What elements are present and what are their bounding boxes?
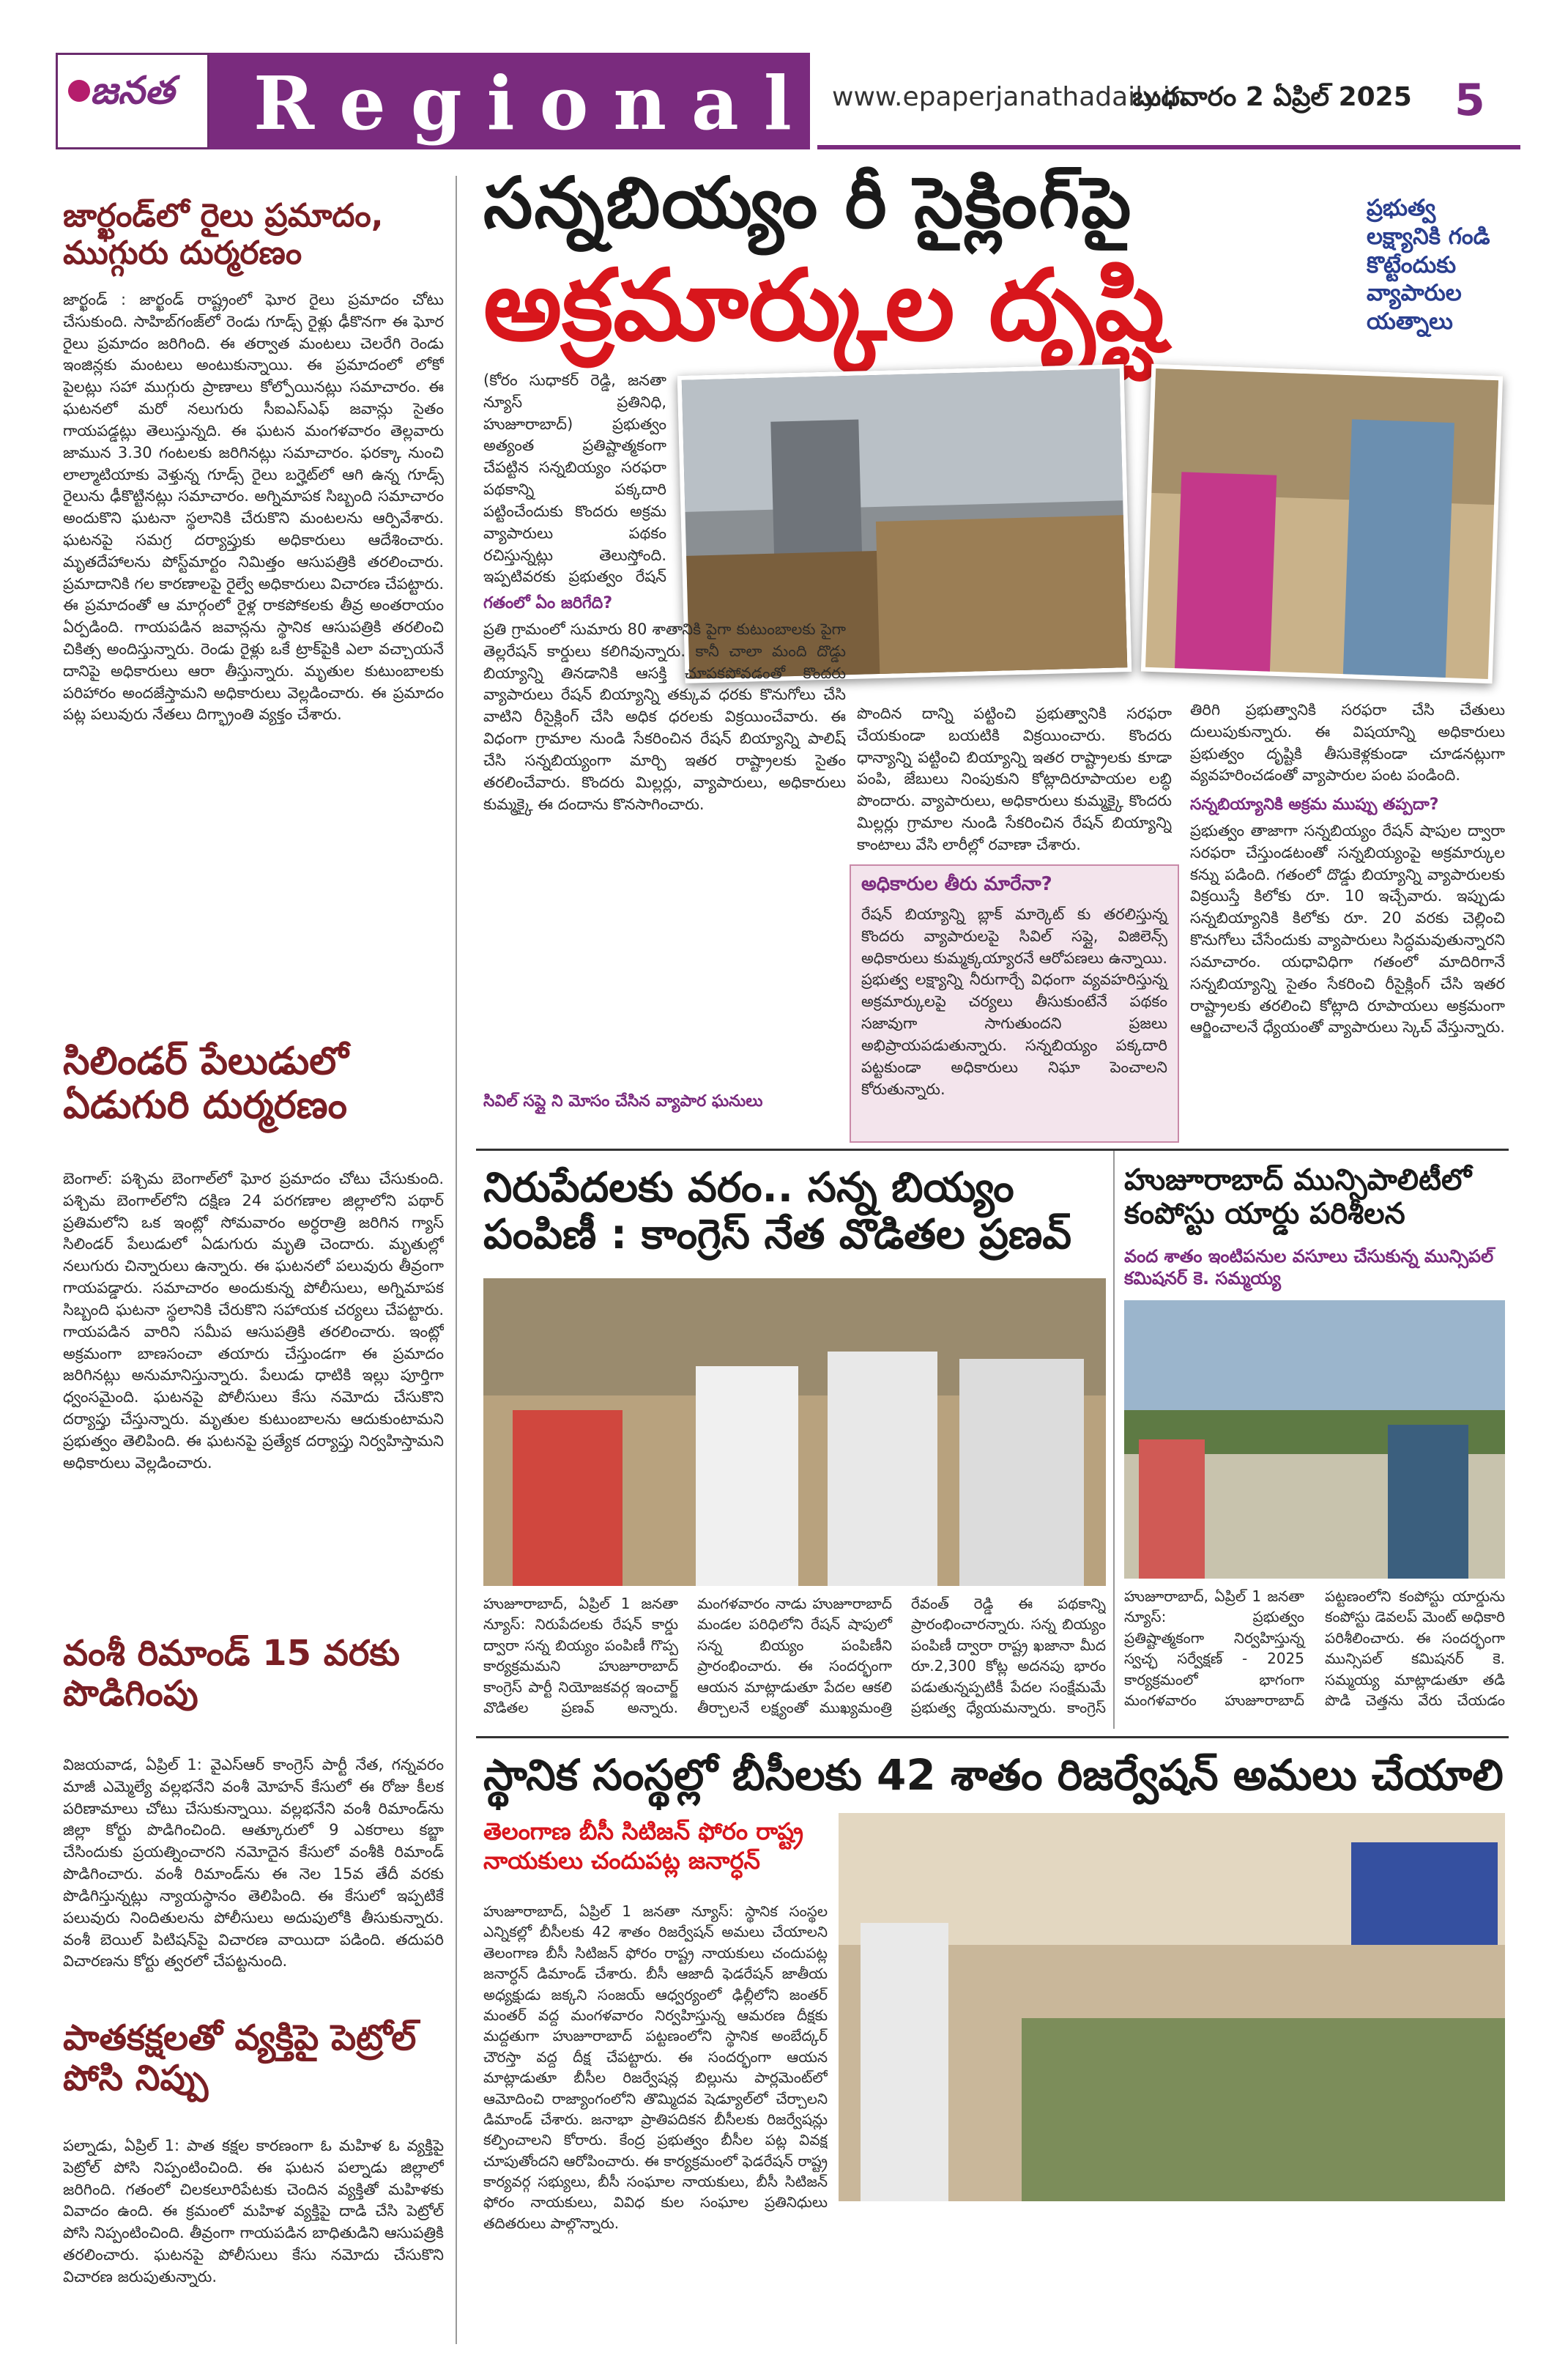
callout-title: అధికారుల తీరు మారేనా? [861, 873, 1052, 895]
logo-text: జనత [90, 68, 174, 113]
lead-sub-threat: సన్నబియ్యానికి అక్రమ ముప్పు తప్పదా? [1190, 796, 1439, 814]
story-compost-photo [1124, 1300, 1505, 1579]
story-jharkhand-body: జార్ఖండ్ : జార్ఖండ్ రాష్ట్రంలో ఘోర రైలు ప్రమాదం చోటు చేసుకుంది. సాహిబ్‌గంజ్‌లో రెండు గూడ్స్ రైళ్లు ఢీకొనగా ఈ ఘోర రైలు ప్రమాదం జరిగింది. ఈ తర్వాత మంటలు చెలరేగి రెండు ఇంజిన్లకు మంటలు అంటుకున్నాయి. ఈ ప్రమాదంలో లోకో పైలట్లు సహా ముగ్గురు ప్రాణాలు కోల్పోయినట్లు సమాచారం. ఈ ఘటనలో మరో నలుగురు సీఐఎస్‌ఎఫ్ జవాన్లు సైతం గాయపడ్డట్లు తెలుస్తున్నది. ఈ ఘటన మంగళవారం తెల్లవారు జామున 3.30 గంటలకు జరిగినట్లు సమాచారం. ఫరక్కా నుంచి లాల్మాటియాకు వెళ్తున్న గూడ్స్ రైలు బర్హెట్‌లో ఆగి ఉన్న గూడ్స్ రైలును ఢీకొట్టినట్లు సమాచారం. అగ్నిమాపక సిబ్బంది సమాచారం అందుకొని ఘటనా స్థలానికి చేరుకొని మంటలను ఆర్పివేశారు. ఘటనపై సమగ్ర దర్యాప్తుకు అధికారులు ఆదేశించారు. మృతదేహాలను పోస్ట్‌మార్టం నిమిత్తం ఆసుపత్రికి తరలించారు. ప్రమాదానికి గల కారణాలపై రైల్వే అధికారులు విచారణ చేపట్టారు. ఈ ప్రమాదంతో ఆ మార్గంలో రైళ్ల రాకపోకలకు తీవ్ర అంతరాయం ఏర్పడింది. గాయపడిన జవాన్లను స్థానిక ఆసుపత్రికి తరలించి చికిత్స అందిస్తున్నారు. రెండు రైళ్లు ఒకే ట్రాక్‌పైకి ఎలా వచ్చాయనే దానిపై అధికారులు ఆరా తీస్తున్నారు. మృతుల కుటుంబాలకు పరిహారం అందజేస్తామని అధికారులు వెల్లడించారు. ఈ ప్రమాదం పట్ల పలువురు నేతలు దిగ్భ్రాంతి వ్యక్తం చేశారు. [63, 291, 444, 724]
lead-photo-ration-shop [1141, 364, 1503, 683]
section-title: Regional [253, 60, 817, 147]
masthead [56, 53, 1520, 149]
story-bc-photo [839, 1813, 1505, 2201]
page-number: 5 [1454, 75, 1485, 126]
newspaper-logo [56, 53, 209, 149]
story-petrol-body: పల్నాడు, ఏప్రిల్ 1: పాత కక్షల కారణంగా ఓ మహిళ ఓ వ్యక్తిపై పెట్రోల్ పోసి నిప్పంటించింది. ఈ ఘటన పల్నాడు జిల్లాలో జరిగింది. గతంలో చిలకలూరిపేటకు చెందిన వ్యక్తితో మహిళకు వివాదం ఉంది. ఈ క్రమంలో మహిళ వ్యక్తిపై దాడి చేసి పెట్రోల్ పోసి నిప్పంటించింది. తీవ్రంగా గాయపడిన బాధితుడిని ఆసుపత్రికి తరలించారు. ఘటనపై పోలీసులు కేసు నమోదు చేసుకొని విచారణ జరుపుతున్నారు. [63, 2137, 444, 2286]
story-vamsi-body: విజయవాడ, ఏప్రిల్ 1: వైఎస్ఆర్ కాంగ్రెస్ పార్టీ నేత, గన్నవరం మాజీ ఎమ్మెల్యే వల్లభనేని వంశీ మోహన్ కేసులో ఈ రోజు కీలక పరిణామాలు చోటు చేసుకున్నాయి. వల్లభనేని వంశీ రిమాండ్‌ను జిల్లా కోర్టు పొడిగించింది. ఆత్కూరులో 9 ఎకరాలు కబ్జా చేసిందుకు ప్రయత్నించారని నమోదైన కేసులో వంశీకి రిమాండ్ పొడిగించారు. వంశీ రిమాండ్‌ను ఈ నెల 15వ తేదీ వరకు పొడిగిస్తున్నట్లు న్యాయస్థానం తెలిపింది. ఈ కేసులో ఇప్పటికే పలువురు నిందితులను పోలీసులు అదుపులోకి తీసుకున్నారు. వంశీ బెయిల్ పిటిషన్‌పై విచారణ వాయిదా పడింది. తదుపరి విచారణను కోర్టు త్వరలో చేపట్టనుంది. [63, 1756, 444, 1971]
lead-body-2: పొందిన దాన్ని పట్టించి ప్రభుత్వానికి సరఫరా చేయకుండా బయటికి విక్రయించారు. కొందరు ధాన్యాన్ని పట్టించి బియ్యాన్ని ఇతర రాష్ట్రాలకు కూడా పంపి, జేబులు నింపుకుని కోట్లాదిరూపాయల లబ్ధి పొందారు. వ్యాపారులు, అధికారులు కుమ్మక్కై కొందరు మిల్లర్లు గ్రామాల నుండి సేకరించిన రేషన్ బియ్యాన్ని కాంటాలు వేసి లారీల్లో రవాణా చేశారు. [857, 705, 1172, 853]
callout-body: రేషన్ బియ్యాన్ని బ్లాక్ మార్కెట్ కు తరలిస్తున్న కొందరు వ్యాపారులపై సివిల్ సప్లై, విజిలెన్స్ అధికారులు కుమ్మక్కయ్యారనే ఆరోపణలు ఉన్నాయి. ప్రభుత్వ లక్ష్యాన్ని నీరుగార్చే విధంగా వ్యవహరిస్తున్న అక్రమార్కులపై చర్యలు తీసుకుంటేనే పథకం సజావుగా సాగుతుందని ప్రజలు అభిప్రాయపడుతున్నారు. సన్నబియ్యం పక్కదారి పట్టకుండా అధికారులు నిఘా పెంచాలని కోరుతున్నారు. [861, 905, 1167, 1098]
lead-bottom-rule [476, 1149, 1509, 1151]
website-url: www.epaperjanathadaily.in [832, 82, 1187, 112]
lead-sub-past: గతంలో ఏం జరిగేది? [483, 594, 613, 612]
lead-sub-traders: సివిల్ సప్లై ని మోసం చేసిన వ్యాపార ఘనులు [483, 1092, 763, 1111]
story-pranav-photo [483, 1278, 1106, 1586]
story-pranav-body: హుజూరాబాద్, ఏప్రిల్ 1 జనతా న్యూస్: నిరుపేదలకు రేషన్ కార్డు ద్వారా సన్న బియ్యం పంపిణీ గొప్ప కార్యక్రమమని హుజూరాబాద్ కాంగ్రెస్ పార్టీ నియోజకవర్గ ఇంచార్జ్ వొడితల ప్రణవ్ అన్నారు. మంగళవారం నాడు హుజూరాబాద్ మండల పరిధిలోని రేషన్ షాపులో సన్న బియ్యం పంపిణీని ప్రారంభించారు. ఈ సందర్భంగా ఆయన మాట్లాడుతూ పేదల ఆకలి తీర్చాలనే లక్ష్యంతో ముఖ్యమంత్రి రేవంత్ రెడ్డి ఈ పథకాన్ని ప్రారంభించారన్నారు. సన్న బియ్యం పంపిణీ ద్వారా రాష్ట్ర ఖజానా మీద రూ.2,300 కోట్ల అదనపు భారం పడుతున్నప్పటికీ పేదల సంక్షేమమే ప్రభుత్వ ధ్యేయమన్నారు. కాంగ్రెస్ [483, 1595, 1106, 1716]
masthead-rule [817, 145, 1520, 149]
mid-column-divider [1113, 1150, 1115, 1729]
left-column-divider [456, 176, 457, 2344]
story-compost-headline: హుజూరాబాద్ మున్సిపాలిటీలో కంపోస్టు యార్డు పరిశీలన [1124, 1163, 1472, 1231]
story-cylinder-body: బెంగాల్: పశ్చిమ బెంగాల్‌లో ఘోర ప్రమాదం చోటు చేసుకుంది. పశ్చిమ బెంగాల్‌లోని దక్షిణ 24 పరగణాల జిల్లాలోని పథార్ ప్రతిమలోని ఒక ఇంట్లో సోమవారం అర్ధరాత్రి జరిగిన గ్యాస్ సిలిండర్ పేలుడులో ఏడుగురు మృతి చెందారు. మృతుల్లో నలుగురు చిన్నారులు ఉన్నారు. ఈ ఘటనలో పలువురు తీవ్రంగా గాయపడ్డారు. సమాచారం అందుకున్న పోలీసులు, అగ్నిమాపక సిబ్బంది ఘటనా స్థలానికి చేరుకొని సహాయక చర్యలు చేపట్టారు. గాయపడిన వారిని సమీప ఆసుపత్రికి తరలించారు. ఇంట్లో అక్రమంగా బాణసంచా తయారు చేస్తుండగా ఈ ప్రమాదం జరిగినట్లు అనుమానిస్తున్నారు. పేలుడు ధాటికి ఇల్లు పూర్తిగా ధ్వంసమైంది. ఘటనపై పోలీసులు కేసు నమోదు చేసుకొని దర్యాప్తు చేస్తున్నారు. మృతుల కుటుంబాలను ఆదుకుంటామని ప్రభుత్వం తెలిపింది. ఈ ఘటనపై ప్రత్యేక దర్యాప్తు నిర్వహిస్తామని అధికారులు వెల్లడించారు. [63, 1170, 444, 1472]
section-banner [209, 53, 817, 149]
logo-emblem-icon [68, 80, 90, 102]
story-bc-body: హుజూరాబాద్, ఏప్రిల్ 1 జనతా న్యూస్: స్థానిక సంస్థల ఎన్నికల్లో బీసీలకు 42 శాతం రిజర్వేషన్ అమలు చేయాలని తెలంగాణ బీసీ సిటిజన్ ఫోరం రాష్ట్ర నాయకులు చందుపట్ల జనార్ధన్ డిమాండ్ చేశారు. బీసీ ఆజాదీ ఫెడరేషన్ జాతీయ అధ్యక్షుడు జక్కని సంజయ్ ఆధ్వర్యంలో ఢిల్లీలోని జంతర్ మంతర్ వద్ద మంగళవారం నిర్వహిస్తున్న ఆమరణ దీక్షకు మద్దతుగా హుజూరాబాద్ పట్టణంలోని స్థానిక అంబేద్కర్ చౌరస్తా వద్ద దీక్ష చేపట్టారు. ఈ సందర్భంగా ఆయన మాట్లాడుతూ బీసీల రిజర్వేషన్ల బిల్లును పార్లమెంట్‌లో ఆమోదించి రాజ్యాంగంలోని తొమ్మిదవ షెడ్యూల్‌లో చేర్చాలని డిమాండ్ చేశారు. జనాభా ప్రాతిపదికన బీసీలకు రిజర్వేషన్లు కల్పించాలని కోరారు. కేంద్ర ప్రభుత్వం బీసీల పట్ల వివక్ష చూపుతోందని ఆరోపించారు. ఈ కార్యక్రమంలో ఫెడరేషన్ రాష్ట్ర కార్యవర్గ సభ్యులు, బీసీ సంఘాల నాయకులు, బీసీ సిటిజన్ ఫోరం నాయకులు, వివిధ కుల సంఘాల ప్రతినిధులు తదితరులు పాల్గొన్నారు. [483, 1902, 828, 2232]
story-vamsi-headline: వంశీ రిమాండ్ 15 వరకు పొడిగింపు [63, 1633, 401, 1715]
lead-body-1: ప్రతి గ్రామంలో సుమారు 80 శాతానికి పైగా కుటుంబాలకు పైగా తెల్లరేషన్ కార్డులు కలిగివున్నారు. కానీ చాలా మంది దొడ్డు బియ్యాన్ని తినడానికి ఆసక్తి చూపకపోవడంతో కొందరు వ్యాపారులు రేషన్ బియ్యాన్ని తక్కువ ధరకు కొనుగోలు చేసి వాటిని రీసైక్లింగ్ చేసి అధిక ధరలకు విక్రయించేవారు. ఈ విధంగా గ్రామాల నుండి సేకరించిన రేషన్ బియ్యాన్ని పాలిష్ చేసి సన్నబియ్యంగా మార్చి ఇతర రాష్ట్రాలకు సైతం తరలించేవారు. కొందరు మిల్లర్లు, వ్యాపారులు, అధికారులు కుమ్మక్కై ఈ దందాను కొనసాగించారు. [483, 620, 846, 813]
story-compost-subhead: వంద శాతం ఇంటిపనుల వసూలు చేసుకున్న మున్సిపల్ కమిషనర్ కె. సమ్మయ్య [1124, 1246, 1494, 1289]
lead-headline: అక్రమార్కుల దృష్టి [483, 248, 1165, 363]
lead-callout-officials [850, 864, 1179, 1143]
issue-date: బుధవారం 2 ఏప్రిల్ 2025 [1132, 82, 1412, 112]
story-petrol-headline: పాతకక్షలతో వ్యక్తిపై పెట్రోల్ పోసి నిప్పు [63, 2017, 417, 2099]
story-bc-headline: స్థానిక సంస్థల్లో బీసీలకు 42 శాతం రిజర్వేషన్ అమలు చేయాలి [483, 1750, 1504, 1800]
story-cylinder-headline: సిలిండర్ పేలుడులో ఏడుగురి దుర్మరణం [63, 1039, 349, 1127]
lead-kicker: సన్నబియ్యం రీ సైక్లింగ్‌పై [483, 162, 1133, 244]
story-pranav-headline: నిరుపేదలకు వరం.. సన్న బియ్యం పంపిణీ : కాంగ్రెస్ నేత వొడితల ప్రణవ్ [483, 1164, 1072, 1259]
middle-bottom-rule [476, 1736, 1509, 1738]
lead-body-3: తిరిగి ప్రభుత్వానికి సరఫరా చేసి చేతులు దులుపుకున్నారు. ఈ విషయాన్ని అధికారులు ప్రభుత్వం దృష్టికి తీసుకెళ్లకుండా చూడనట్లుగా వ్యవహరించడంతో వ్యాపారుల పంట పండింది. [1190, 701, 1505, 785]
lead-side-note: ప్రభుత్వ లక్ష్యానికి గండి కొట్టేందుకు వ్యాపారుల యత్నాలు [1367, 195, 1490, 335]
lead-intro: (కోరం సుధాకర్ రెడ్డి, జనతా న్యూస్ ప్రతినిధి, హుజూరాబాద్) ప్రభుత్వం అత్యంత ప్రతిష్టాత్మకంగా చేపట్టిన సన్నబియ్యం సరఫరా పథకాన్ని పక్కదారి పట్టించేందుకు కొందరు అక్రమ వ్యాపారులు పథకం రచిస్తున్నట్లు తెలుస్తోంది. ఇప్పటివరకు ప్రభుత్వం రేషన్ [483, 371, 666, 586]
story-compost-body: హుజూరాబాద్, ఏప్రిల్ 1 జనతా న్యూస్: ప్రభుత్వం ప్రతిష్టాత్మకంగా నిర్వహిస్తున్న స్వచ్ఛ సర్వేక్షణ్ - 2025 కార్యక్రమంలో భాగంగా మంగళవారం హుజూరాబాద్ పట్టణంలోని కంపోస్టు యార్డును కంపోస్టు డెవలప్ మెంట్ అధికారి పరిశీలించారు. ఈ సందర్భంగా మున్సిపల్ కమిషనర్ కె. సమ్మయ్య మాట్లాడుతూ తడి పొడి చెత్తను వేరు చేయడం [1124, 1587, 1505, 1709]
story-jharkhand-headline: జార్ఖండ్‌లో రైలు ప్రమాదం, ముగ్గురు దుర్మరణం [63, 197, 384, 272]
story-bc-subhead: తెలంగాణ బీసీ సిటిజన్ ఫోరం రాష్ట్ర నాయకులు చందుపట్ల జనార్ధన్ [483, 1817, 803, 1875]
lead-body-4: ప్రభుత్వం తాజాగా సన్నబియ్యం రేషన్ షాపుల ద్వారా సరఫరా చేస్తుండటంతో సన్నబియ్యంపై అక్రమార్కుల కన్ను పడింది. గతంలో దొడ్డు బియ్యాన్ని వ్యాపారులకు విక్రయిస్తే కిలోకు రూ. 10 ఇచ్చేవారు. ఇప్పుడు సన్నబియ్యానికి కిలోకు రూ. 20 వరకు చెల్లించి కొనుగోలు చేసేందుకు వ్యాపారులు సిద్ధమవుతున్నారని సమాచారం. యధావిధిగా గతంలో మాదిరిగానే సన్నబియ్యాన్ని సైతం సేకరించి రీసైక్లింగ్ చేసి ఇతర రాష్ట్రాలకు తరలించి కోట్లాది రూపాయలు అక్రమంగా ఆర్జించాలనే ధ్యేయంతో వ్యాపారులు స్కెచ్ వేస్తున్నారు. [1190, 822, 1505, 1037]
